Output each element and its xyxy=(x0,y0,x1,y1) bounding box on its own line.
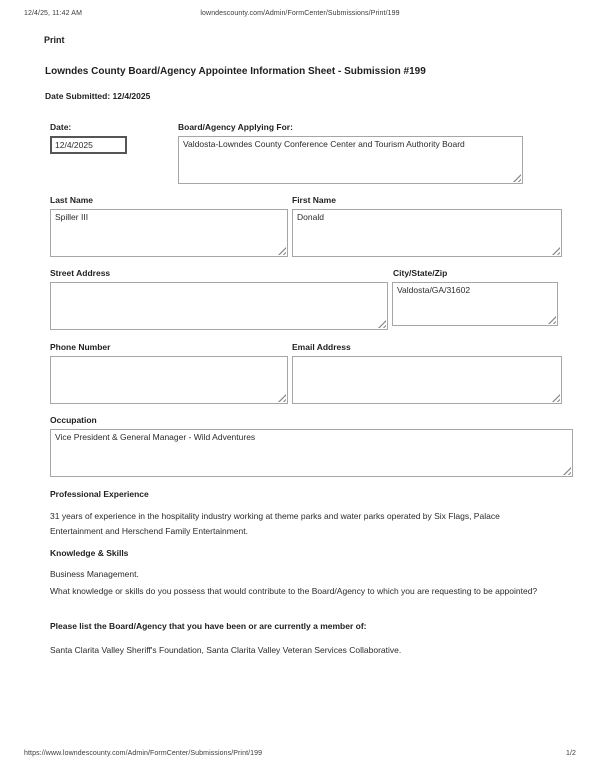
last-name-textarea[interactable] xyxy=(50,209,288,257)
memberships-answer: Santa Clarita Valley Sheriff's Foundation, Santa Clarita Valley Veteran Services Collaborative. xyxy=(50,645,402,655)
knowledge-skills-answer: Business Management. xyxy=(50,569,139,579)
last-name-field xyxy=(50,209,288,257)
print-footer-page-indicator: 1/2 xyxy=(565,750,576,757)
print-footer-url: https://www.lowndescounty.com/Admin/FormCenter/Submissions/Print/199 xyxy=(24,750,263,757)
board-agency-textarea[interactable] xyxy=(178,136,523,184)
knowledge-skills-heading: Knowledge & Skills xyxy=(50,548,129,558)
date-label: Date: xyxy=(50,122,72,132)
street-address-field xyxy=(50,282,388,330)
date-input[interactable] xyxy=(50,136,127,154)
occupation-label: Occupation xyxy=(50,415,97,425)
board-agency-label: Board/Agency Applying For: xyxy=(178,122,293,132)
phone-number-field xyxy=(50,356,288,404)
first-name-textarea[interactable] xyxy=(292,209,562,257)
date-submitted: Date Submitted: 12/4/2025 xyxy=(45,91,151,101)
knowledge-skills-question: What knowledge or skills do you possess that would contribute to the Board/Agency to which you are requesting to be appointed? xyxy=(50,586,538,596)
board-agency-field xyxy=(178,136,523,184)
phone-number-label: Phone Number xyxy=(50,342,111,352)
print-header-url: lowndescounty.com/Admin/FormCenter/Submissions/Print/199 xyxy=(200,10,400,17)
email-address-label: Email Address xyxy=(292,342,351,352)
city-state-zip-label: City/State/Zip xyxy=(393,268,448,278)
professional-experience-answer: 31 years of experience in the hospitality industry working at theme parks and water parks operated by Six Flags, Palace Entertainment and Herschend Family Entertainment. xyxy=(50,511,500,536)
occupation-textarea[interactable] xyxy=(50,429,573,477)
first-name-field xyxy=(292,209,562,257)
memberships-heading: Please list the Board/Agency that you have been or are currently a member of: xyxy=(50,621,367,631)
street-address-label: Street Address xyxy=(50,268,111,278)
city-state-zip-textarea[interactable] xyxy=(392,282,558,326)
first-name-label: First Name xyxy=(292,195,336,205)
submission-title: Lowndes County Board/Agency Appointee Information Sheet - Submission #199 xyxy=(45,66,426,77)
city-state-zip-field xyxy=(392,282,558,326)
email-address-field xyxy=(292,356,562,404)
phone-number-textarea[interactable] xyxy=(50,356,288,404)
street-address-textarea[interactable] xyxy=(50,282,388,330)
last-name-label: Last Name xyxy=(50,195,93,205)
occupation-field xyxy=(50,429,573,477)
print-heading: Print xyxy=(44,35,65,45)
professional-experience-heading: Professional Experience xyxy=(50,489,149,499)
email-address-textarea[interactable] xyxy=(292,356,562,404)
print-header-datetime: 12/4/25, 11:42 AM xyxy=(24,10,83,17)
